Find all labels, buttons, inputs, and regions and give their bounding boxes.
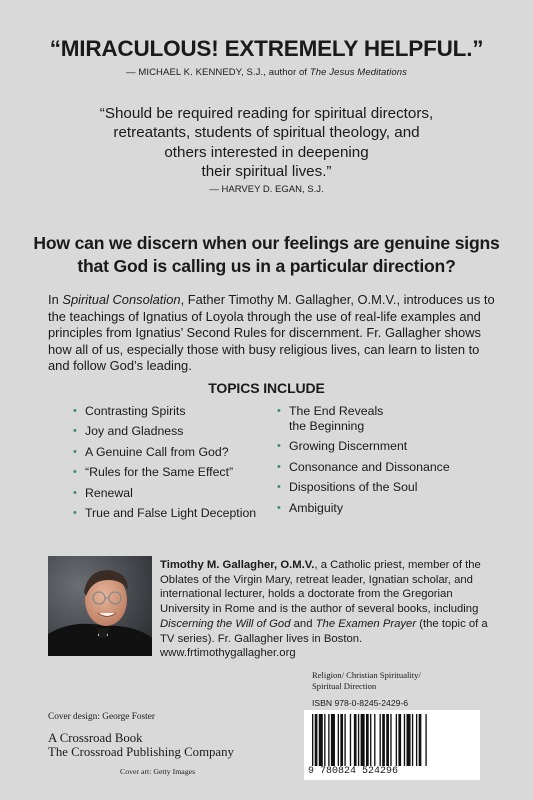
topic-item: • Contrasting Spirits	[73, 404, 186, 418]
quote-2-attribution: — HARVEY D. EGAN, S.J.	[209, 184, 324, 195]
bullet-icon: •	[277, 440, 281, 453]
bullet-icon: •	[277, 481, 281, 494]
barcode	[304, 710, 480, 768]
bullet-icon: •	[277, 460, 281, 473]
bullet-icon: •	[73, 405, 77, 417]
barcode-bar	[374, 714, 375, 766]
barcode-bar	[412, 714, 413, 766]
barcode-bar	[350, 714, 351, 766]
bullet-icon: •	[277, 405, 281, 417]
barcode-bar	[312, 714, 313, 766]
bullet-icon: •	[73, 486, 77, 499]
barcode-bar	[366, 714, 369, 766]
barcode-bar	[328, 714, 329, 766]
topics-list-right	[277, 404, 477, 521]
quote-2-line: retreatants, students of spiritual theology, and	[113, 124, 420, 142]
cover-art-credit: Cover art: Getty Images	[120, 767, 196, 776]
category	[312, 670, 472, 692]
bullet-icon: •	[73, 425, 77, 438]
topic-item: • Renewal	[73, 485, 133, 500]
barcode-bar	[416, 714, 417, 766]
barcode-bar	[390, 714, 391, 766]
category-line: Religion/ Christian Spirituality/	[312, 670, 421, 680]
barcode-bar	[419, 714, 422, 766]
barcode-bar	[344, 714, 345, 766]
headline-line: that God is calling us in a particular direction?	[77, 256, 456, 276]
quote-1: “MIRACULOUS! EXTREMELY HELPFUL.”	[49, 36, 484, 61]
barcode-bar	[315, 714, 318, 766]
barcode-bar	[358, 714, 359, 766]
bullet-icon: •	[73, 445, 77, 458]
author-photo	[48, 556, 152, 656]
bullet-icon: •	[73, 506, 77, 519]
barcode-bar	[319, 714, 323, 766]
barcode-bar	[382, 714, 385, 766]
topics-title: TOPICS INCLUDE	[208, 380, 325, 396]
publisher-line-2: The Crossroad Publishing Company	[48, 745, 234, 759]
barcode-number: 9 780824 524296	[304, 766, 480, 780]
headline-line: How can we discern when our feelings are genuine signs	[33, 233, 500, 253]
description: In Spiritual Consolation, Father Timothy M. Gallagher, O.M.V., introduces us to the teachings of Ignatius of Loyola through the use of real-life examples and principles from Ignatius’ Second Rules for discernment. Fr. Gallagher shows how all of us, especially those with busy religious lives, can learn to listen to and follow God’s leading.	[48, 292, 495, 374]
publisher-line-1: A Crossroad Book	[48, 731, 143, 745]
topic-item: • “Rules for the Same Effect”	[73, 465, 234, 480]
topic-item: • The End Reveals the Beginning	[277, 404, 384, 433]
barcode-bar	[340, 714, 343, 766]
barcode-bar	[407, 714, 411, 766]
barcode-bar	[386, 714, 389, 766]
barcode-bar	[338, 714, 339, 766]
barcode-bar	[380, 714, 381, 766]
quote-2-line: their spiritual lives.”	[201, 163, 332, 181]
bullet-icon: •	[73, 466, 77, 479]
barcode-bar	[396, 714, 397, 766]
author-portrait-icon	[48, 556, 152, 656]
isbn: ISBN 978-0-8245-2429-6	[312, 698, 409, 708]
barcode-bar	[324, 714, 325, 766]
barcode-bar	[361, 714, 365, 766]
author-bio: Timothy M. Gallagher, O.M.V., a Catholic priest, member of the Oblates of the Virgin Mary, retreat leader, Ignatian scholar, and international lecturer, holds a doctorate from the Gregorian University in Rome and is the author of several books, including Discerning the Will of God and The Examen Prayer (the topic of a TV series). Fr. Gallagher lives in Boston. www.frtimothygallagher.org	[160, 559, 488, 660]
topic-item: • Consonance and Dissonance	[277, 459, 450, 474]
topics-list-left	[73, 404, 273, 526]
category-line: Spiritual Direction	[312, 680, 377, 691]
barcode-bar	[425, 714, 426, 766]
cover-design-credit: Cover design: George Foster	[48, 712, 155, 722]
topic-item: • Joy and Gladness	[73, 424, 184, 439]
bullet-icon: •	[277, 501, 281, 514]
quote-2-line: “Should be required reading for spiritual directors,	[99, 105, 434, 122]
barcode-bar	[354, 714, 357, 766]
topic-item: • Growing Discernment	[277, 439, 408, 454]
headline	[0, 232, 533, 278]
topic-item: • True and False Light Deception	[73, 505, 257, 520]
barcode-bar	[370, 714, 371, 766]
barcode-icon	[304, 710, 480, 768]
topic-item: • A Genuine Call from God?	[73, 444, 229, 459]
topic-item: • Dispositions of the Soul	[277, 480, 418, 495]
barcode-bar	[398, 714, 401, 766]
quote-2	[0, 104, 533, 182]
quote-1-attribution: — MICHAEL K. KENNEDY, S.J., author of The Jesus Meditations	[126, 67, 407, 78]
barcode-bar	[331, 714, 335, 766]
quote-2-line: others interested in deepening	[164, 143, 369, 161]
topic-item: • Ambiguity	[277, 500, 343, 515]
barcode-bar	[404, 714, 405, 766]
book-title: Spiritual Consolation	[62, 292, 181, 307]
author-name: Timothy M. Gallagher, O.M.V.	[160, 559, 315, 571]
